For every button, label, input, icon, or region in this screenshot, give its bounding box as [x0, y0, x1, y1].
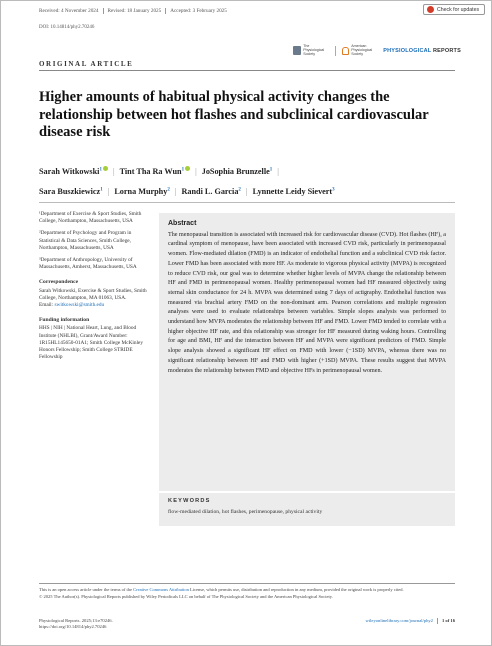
author-affiliation-marker: 1 — [181, 167, 185, 172]
abstract-box — [159, 213, 455, 491]
abstract-text: The menopausal transition is associated with increased risk for cardiovascular disease (CVD). Hot flashes (HF), a cardinal symptom of menopause, have been associated with increased CVD risk, particularly in perimenopausal women. Flow-mediated dilation (FMD) is an indicator of endothelial function and a subclinical CVD risk factor. Lower FMD has been associated with more HF. As moderate to vigorous physical activity (MVPA) is recognized to reduce CVD risk, our goal was to determine whether higher levels of MVPA change the relationship between HF and FMD in perimenopausal women. Healthy perimenopausal women had HF measured objectively using sternal skin conductance for 24 h. MVPA was determined using 7 days of actigraphy. Endothelial function was measured via brachial artery FMD on the non-dominant arm. Pearson correlations and multiple regression analyses were used to evaluate relationships between variables. Simple slopes analysis was performed to understand how MVPA moderates the relationship between HF and FMD. Lower FMD tended to correlate with a higher objective HF rate, and this relationship was stronger for HF measured during waking hours. Controlling for age and BMI, HF and the interaction between HF and MVPA were significant predictors of FMD. Simple slope analysis showed a significant HF effect on FMD with lower (−1SD) MVPA, whereas there was no significant relationship between HF and FMD with higher (+1SD) MVPA. These results suggest that MVPA moderates the relationship between FMD and objective HFs in perimenopausal women. — [168, 231, 446, 374]
author-separator: | — [107, 187, 110, 197]
author-affiliation-marker: 2 — [167, 187, 170, 193]
aps-icon — [342, 47, 349, 55]
license-text — [39, 587, 455, 594]
page-number: 1 of 16 — [441, 618, 455, 623]
citation-doi: https://doi.org/10.14814/phy2.70246 — [39, 624, 107, 630]
received-date: Received: 4 November 2024 — [39, 8, 99, 14]
page-footer-right — [366, 618, 455, 624]
license-post: License, which permits use, distribution and reproduction in any medium, provided the original work is properly cited. — [188, 587, 404, 592]
author-separator: | — [112, 166, 115, 176]
author-name-text: Lorna Murphy — [114, 187, 168, 197]
author-name[interactable] — [181, 187, 240, 196]
author-name-text: Tint Tha Ra Wun — [119, 166, 182, 176]
american-physiological-society-logo: American Physiological Society — [342, 45, 377, 57]
author-name-text: Sarah Witkowski — [39, 166, 100, 176]
author-affiliation-marker: 1 — [99, 167, 102, 172]
author-affiliation-marker: 1 — [100, 187, 103, 193]
article-dates — [39, 8, 227, 14]
keywords-text: flow-mediated dilation, hot flashes, perimenopause, physical activity — [168, 509, 323, 515]
correspondence-address: Sarah Witkowski, Exercise & Sport Studies, Smith College, Northampton, MA 01063, USA. — [39, 287, 147, 301]
journal-title-part-2: REPORTS — [433, 47, 461, 54]
author-separator: | — [245, 187, 248, 197]
keywords-heading: KEYWORDS — [168, 498, 211, 504]
correspondence-email — [39, 302, 151, 309]
date-divider — [165, 8, 166, 14]
author-name-text: Sara Buszkiewicz — [39, 187, 101, 197]
footer-divider — [39, 583, 455, 584]
physiological-society-icon — [293, 46, 301, 55]
affiliation-2: ²Department of Psychology and Program in Statistical & Data Sciences, Smith College, Northampton, Massachusetts, USA — [39, 230, 132, 251]
page-footer — [39, 618, 455, 631]
check-for-updates-label: Check for updates — [437, 6, 480, 13]
correspondence-heading: Correspondence — [39, 279, 79, 286]
crossmark-icon — [427, 6, 434, 13]
author-name[interactable] — [202, 167, 273, 176]
date-divider — [103, 8, 104, 14]
author-divider — [39, 202, 455, 203]
author-list — [39, 160, 459, 201]
accepted-date: Accepted: 3 February 2025 — [170, 8, 227, 14]
article-title: Higher amounts of habitual physical activity changes the relationship between hot flashes and subclinical cardiovascular disease risk — [39, 89, 429, 140]
license-notice — [39, 587, 455, 600]
author-name[interactable] — [114, 187, 170, 196]
author-name-text: Randi L. Garcia — [181, 187, 239, 197]
orcid-icon[interactable] — [103, 166, 108, 171]
header-divider — [39, 70, 455, 71]
author-separator: | — [174, 187, 177, 197]
sidebar — [39, 211, 151, 366]
author-separator: | — [277, 166, 279, 176]
license-pre: This is an open access article under the terms of the — [39, 587, 134, 592]
email-label: Email: — [39, 302, 55, 309]
author-affiliation-marker: 2 — [238, 187, 241, 193]
citation: Physiological Reports. 2025;13:e70246. — [39, 618, 113, 623]
copyright-text: © 2025 The Author(s). Physiological Reports published by Wiley Periodicals LLC on behalf of The Physiological Society and the American Physiological Society. — [39, 593, 333, 599]
author-name[interactable] — [120, 167, 190, 176]
physiological-society-logo: The Physiological Society — [293, 45, 329, 57]
author-name-text: Lynnette Leidy Sievert — [252, 187, 333, 197]
article-type: ORIGINAL ARTICLE — [39, 60, 134, 68]
logo-divider — [335, 46, 336, 56]
email-link[interactable]: switkowski@smith.edu — [54, 302, 105, 309]
funding-text: HHS | NIH | National Heart, Lung, and Blood Institute (NHLBI), Grant/Award Number: 1R15HL145650-01A1; Smith College McKinley Honors Fellowship; Smith College STRIDE Fellowship — [39, 325, 144, 361]
journal-title-part-1: PHYSIOLOGICAL — [383, 47, 432, 54]
author-affiliation-marker: 1 — [269, 167, 273, 172]
journal-title — [383, 48, 461, 54]
check-for-updates-button[interactable] — [423, 4, 485, 15]
affiliation-1: ¹Department of Exercise & Sport Studies, Smith College, Northampton, Massachusetts, USA — [39, 211, 142, 225]
journal-site-link[interactable]: wileyonlinelibrary.com/journal/phy2 — [365, 618, 433, 623]
article-doi: DOI: 10.14814/phy2.70246 — [39, 25, 95, 30]
author-separator: | — [195, 166, 197, 176]
affiliation-3: ³Department of Anthropology, University of Massachusetts, Amherst, Massachusetts, USA — [39, 257, 137, 271]
abstract-heading: Abstract — [168, 220, 197, 227]
funding-heading: Funding information — [39, 317, 90, 324]
revised-date: Revised: 18 January 2025 — [107, 8, 162, 14]
keywords-box — [159, 492, 455, 526]
author-name[interactable] — [253, 187, 335, 196]
journal-logos — [293, 45, 461, 57]
author-name[interactable] — [39, 187, 103, 196]
license-link[interactable]: Creative Commons Attribution — [133, 587, 189, 592]
footer-divider-vertical — [437, 618, 438, 624]
author-name[interactable] — [39, 167, 108, 176]
orcid-icon[interactable] — [185, 166, 190, 171]
author-name-text: JoSophia Brunzelle — [201, 166, 270, 176]
author-affiliation-marker: 3 — [332, 187, 335, 193]
